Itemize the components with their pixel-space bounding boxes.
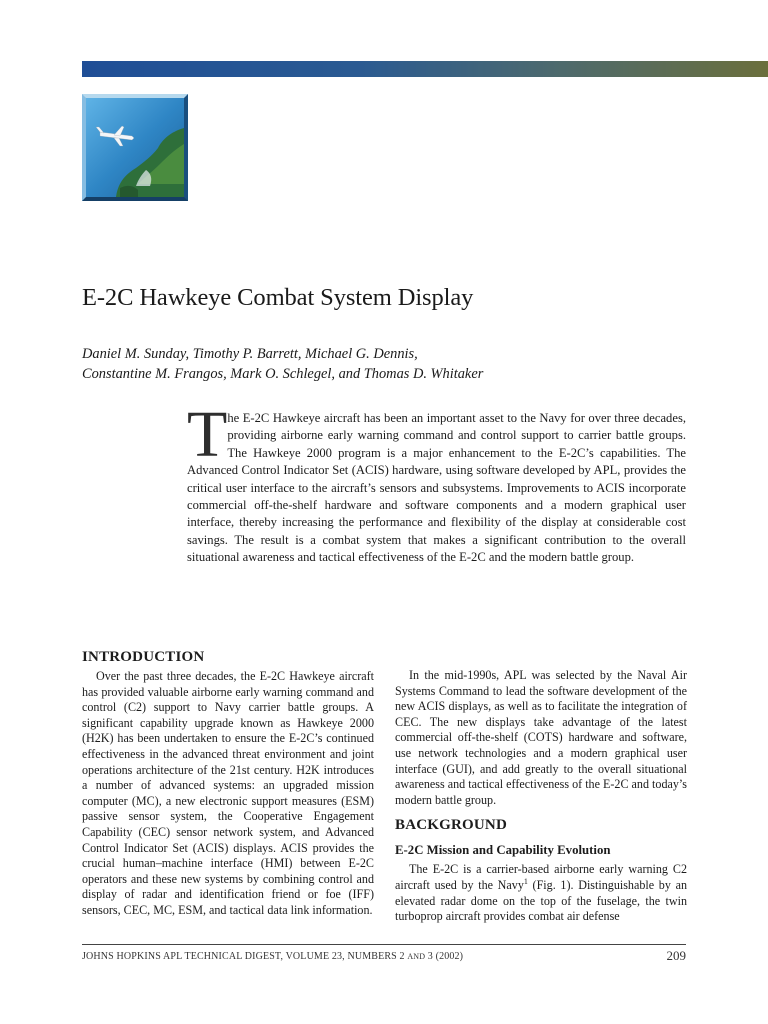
journal-citation <box>82 951 463 962</box>
author-list <box>82 345 483 384</box>
abstract-drop-cap: T <box>187 398 228 471</box>
journal-citation-and: AND <box>407 952 426 961</box>
left-column <box>82 648 374 919</box>
background-heading: BACKGROUND <box>395 817 508 834</box>
introduction-heading: INTRODUCTION <box>82 649 205 665</box>
background-text-a: The E-2C is a carrier-based airborne early warning C2 aircraft used by the Navy <box>395 862 687 892</box>
abstract-text: he E-2C Hawkeye aircraft has been an important asset to the Navy for over three decades, providing airborne early warning command and control support to carrier battle groups. The Hawkeye 2000 program is a major enhancement to the E-2C’s capabilities. The Advanced Control Indicator Set (ACIS) hardware, using software developed by APL, provides the critical user interface to the aircraft’s sensors and subsystems. Improvements to ACIS incorporate commercial off-the-shelf hardware and software components and a modern graphical user interface, thereby increasing the performance and flexibility of the display at considerable cost savings. The result is a combat system that makes a significant contribution to the overall situational awareness and tactical effectiveness of the E-2C and the modern battle group. <box>187 411 686 565</box>
footer-rule <box>82 944 686 945</box>
introduction-paragraph-1: Over the past three decades, the E-2C Hawkeye aircraft has provided valuable airborne early warning command and control (C2) support to Navy carrier battle groups. A significant capability upgrade known as Hawkeye 2000 (H2K) has been undertaken to ensure the E-2C’s continued effectiveness in the advanced threat environment and joint operations architecture of the 21st century. H2K introduces a number of advanced systems: an upgraded mission computer (MC), a new electronic support measures (ESM) passive sensor system, the Cooperative Engagement Capability (CEC) sensor network system, and Advanced Control Indicator Set (ACIS) displays. ACIS provides the crucial human–machine interface (HMI) between E-2C operators and these new systems by combining control and display of radar and identification friend or foe (IFF) sensors, CEC, MC, ESM, and tactical data link information. <box>82 669 374 917</box>
introduction-paragraph-2: In the mid-1990s, APL was selected by the Naval Air Systems Command to lead the software development of the new ACIS displays, as well as to facilitate the integration of CEC. The new displays take advantage of the latest commercial off-the-shelf (COTS) hardware and software, use network technologies and a modern graphical user interface (GUI), and add greatly to the overall situational awareness and tactical effectiveness of the E-2C and today’s modern battle group. <box>395 668 687 807</box>
authors-line-2: Constantine M. Frangos, Mark O. Schlegel, and Thomas D. Whitaker <box>82 365 484 382</box>
footnote-marker: 1 <box>523 876 528 886</box>
mission-subheading: E-2C Mission and Capability Evolution <box>395 843 611 858</box>
background-paragraph <box>395 862 687 924</box>
page-number: 209 <box>666 948 686 963</box>
journal-citation-text-b: 3 (2002) <box>425 951 464 962</box>
aircraft-over-coast-image <box>82 94 188 201</box>
article-title: E-2C Hawkeye Combat System Display <box>82 284 474 311</box>
header-color-bar <box>82 61 768 77</box>
journal-citation-text-a: JOHNS HOPKINS APL TECHNICAL DIGEST, VOLUME 23, NUMBERS 2 <box>82 951 408 962</box>
abstract <box>187 398 686 567</box>
background-text-b: (Fig. 1). Distinguishable by an elevated radar dome on the top of the fuselage, the twin turboprop aircraft provides combat air defense <box>395 877 687 924</box>
right-column <box>395 668 687 925</box>
authors-line-1: Daniel M. Sunday, Timothy P. Barrett, Michael G. Dennis, <box>82 346 418 362</box>
